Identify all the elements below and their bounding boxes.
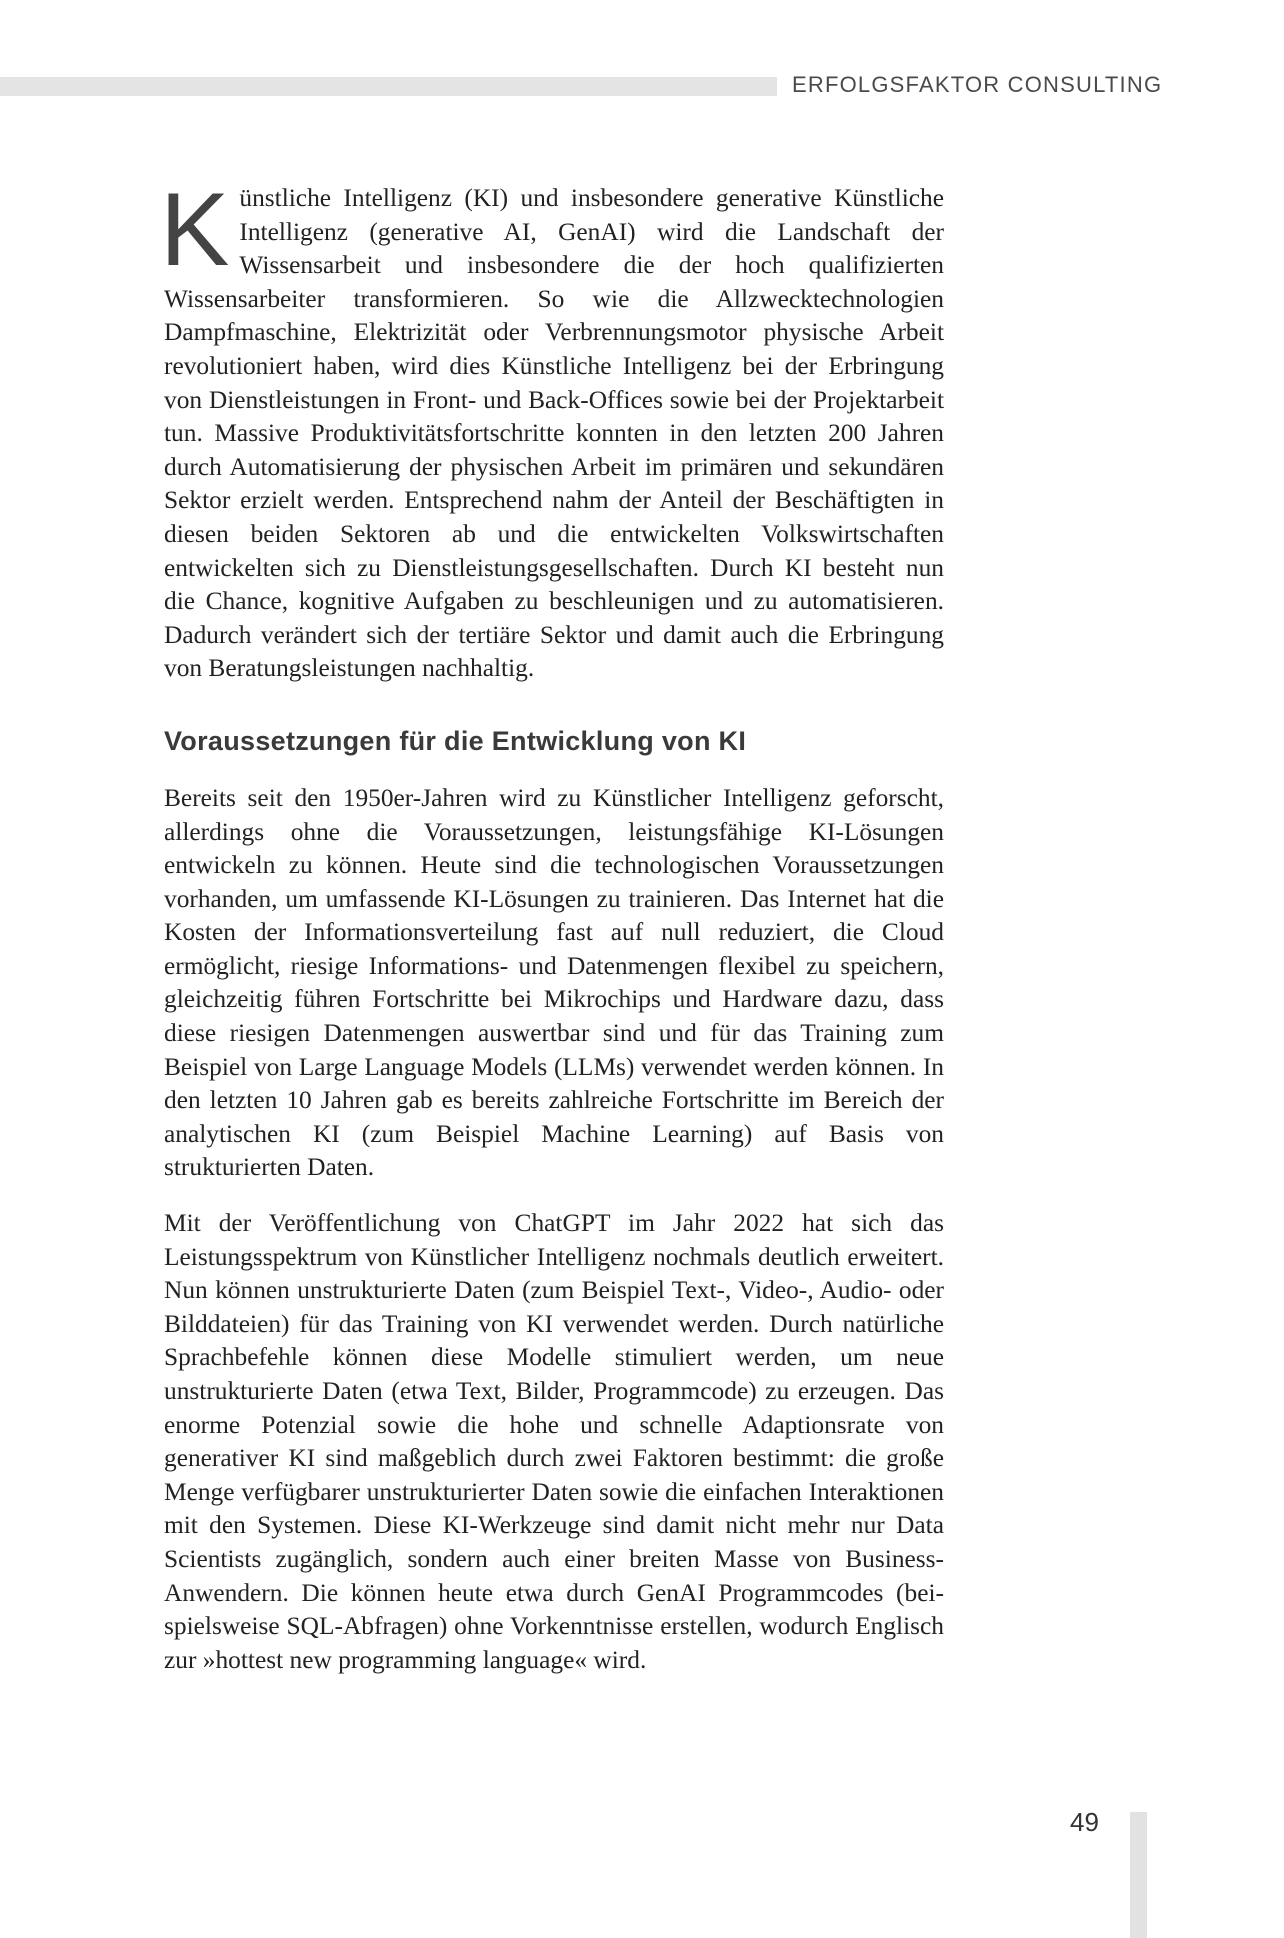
section-heading: Voraussetzungen für die Entwicklung von KI — [164, 725, 747, 756]
page-number: 49 — [1070, 1807, 1099, 1837]
intro-paragraph-text: ünstliche Intelligenz (KI) und insbesondere generative Künstliche Intelligenz (generative AI, GenAI) wird die Landschaft der Wissensarbeit und insbesondere die der hoch qualifizierten Wissensarbeiter transformieren. So wie die Allzwecktechnologien Dampfmaschine, Elektrizität oder Verbrennungsmotor physische Arbeit revolutioniert haben, wird dies Künstliche Intelligenz bei der Erbringung von Dienstleistungen in Front- und Back-Offices sowie bei der Projektarbeit tun. Massive Produktivitätsfortschritte konnten in den letzten 200 Jahren durch Automatisierung der physischen Arbeit im primären und sekundären Sektor erzielt werden. Entsprechend nahm der Anteil der Beschäftigten in diesen beiden Sektoren ab und die entwickelten Volkswirtschaften entwickelten sich zu Dienstleistungsgesellschaften. Durch KI besteht nun die Chance, kognitive Aufgaben zu beschleunigen und zu automatisieren. Dadurch verändert sich der tertiäre Sektor und damit auch die Erbringung von Beratungsleistungen nachhaltig. — [164, 184, 944, 683]
body-paragraph-1: Bereits seit den 1950er-Jahren wird zu Künstlicher Intelligenz geforscht, allerdings ohne die Voraussetzungen, leistungsfähige KI-Lösungen entwickeln zu können. Heute sind die technologischen Voraussetzungen vorhanden, um umfassende KI-Lösungen zu trainieren. Das Internet hat die Kosten der Informationsverteilung fast auf null reduziert, die Cloud ermöglicht, riesige Informations- und Datenmengen flexibel zu speichern, gleichzeitig führen Fortschritte bei Mikrochips und Hardware dazu, dass diese riesigen Datenmengen auswertbar sind und für das Training zum Beispiel von Large Language Models (LLMs) verwendet werden können. In den letzten 10 Jahren gab es bereits zahlreiche Fortschritte im Bereich der analytischen KI (zum Beispiel Machine Learning) auf Basis von strukturierten Daten. — [164, 783, 944, 1182]
running-title: ERFOLGSFAKTOR CONSULTING — [792, 72, 1163, 97]
page-edge-marker — [1130, 1812, 1147, 1938]
intro-paragraph — [160, 172, 944, 686]
drop-cap: K — [160, 172, 230, 288]
header-rule — [0, 77, 777, 96]
page-content — [160, 172, 944, 1677]
body-paragraph-2: Mit der Veröffentlichung von ChatGPT im Jahr 2022 hat sich das Leistungsspektrum von Künstlicher Intelligenz nochmals deutlich erweitert. Nun können unstrukturierte Daten (zum Beispiel Text-, Video-, Audio- oder Bilddateien) für das Training von KI verwendet werden. Durch natürliche Sprachbefehle können diese Modelle stimuliert werden, um neue unstrukturierte Daten (etwa Text, Bilder, Programmcode) zu erzeugen. Das enorme Potenzial sowie die hohe und schnelle Adaptionsrate von generativer KI sind maßgeblich durch zwei Faktoren bestimmt: die große Menge verfügbarer unstrukturierter Daten sowie die einfachen Interaktionen mit den Systemen. Diese KI-Werkzeuge sind damit nicht mehr nur Data Scientists zugänglich, sondern auch einer breiten Masse von Business-Anwendern. Die können heute etwa durch GenAI Programmcodes (beispielsweise SQL-Abfragen) ohne Vorkenntnisse erstellen, wodurch Englisch zur »hottest new programming language« wird. — [164, 1209, 944, 1674]
